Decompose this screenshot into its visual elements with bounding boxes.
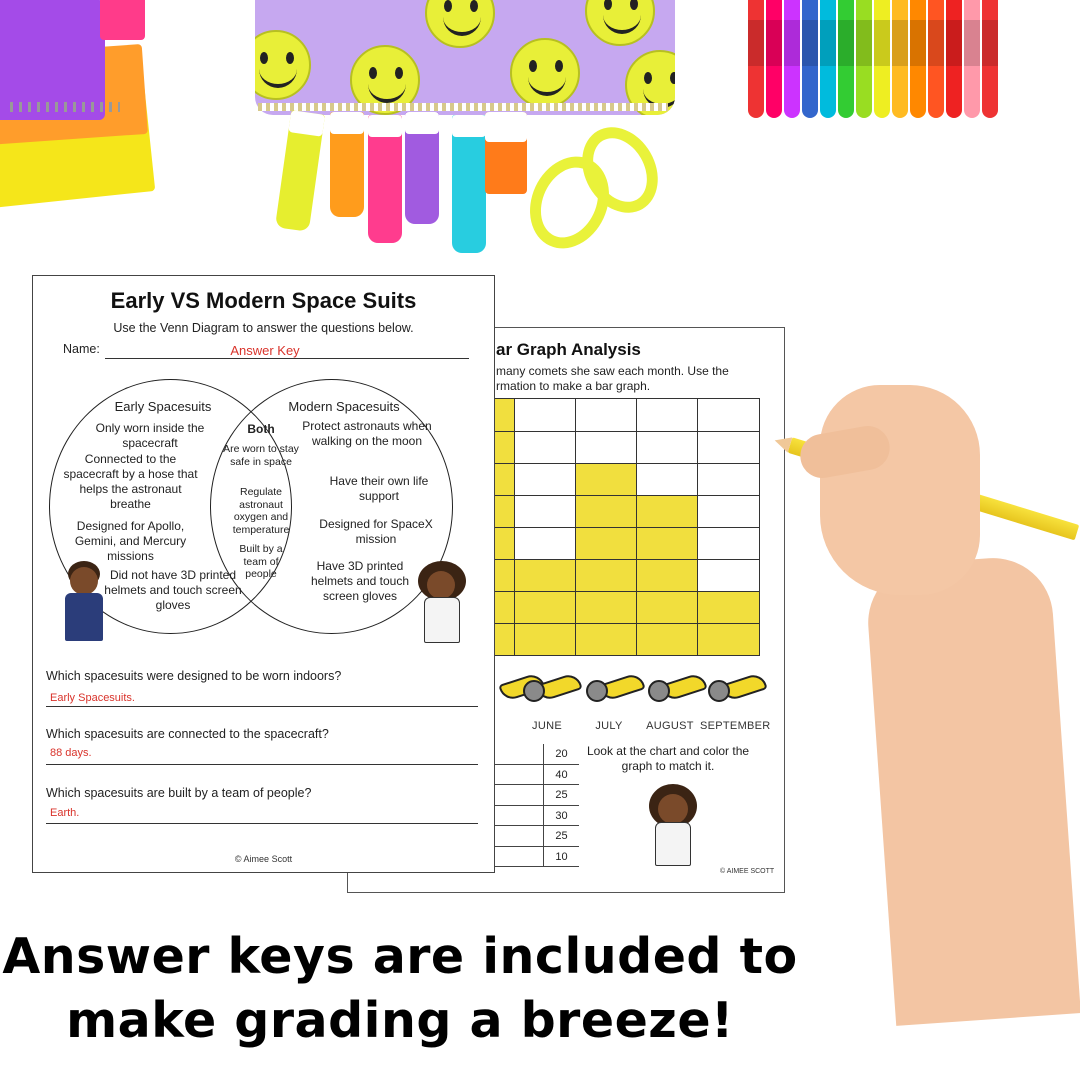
comet-count-table xyxy=(493,744,579,867)
table-cell: 30 xyxy=(543,806,579,826)
comet-icon xyxy=(708,676,768,704)
grid-line xyxy=(494,495,759,496)
answer-line xyxy=(46,823,478,824)
marker-orange xyxy=(330,112,364,217)
venn-worksheet xyxy=(32,275,495,873)
venn-left-item: Only worn inside the spacecraft xyxy=(95,421,205,450)
table-row xyxy=(493,847,579,868)
question-text: Which spacesuits are built by a team of people? xyxy=(46,786,312,800)
month-label: JUNE xyxy=(532,720,562,732)
answer-text: Early Spacesuits. xyxy=(50,692,135,704)
venn-left-heading: Early Spacesuits xyxy=(114,399,212,414)
venn-both-item: Built by a team of people xyxy=(239,543,283,580)
bar-graph-note: Look at the chart and color the graph to match it. xyxy=(586,744,750,773)
comet-icon xyxy=(586,676,646,704)
grid-line xyxy=(494,527,759,528)
bar-graph-instructions: many comets she saw each month. Use the rmation to make a bar graph. xyxy=(496,364,729,393)
grid-line xyxy=(494,559,759,560)
bar-graph-grid xyxy=(493,398,760,656)
caption-line-1: Answer keys are included to xyxy=(2,928,798,985)
table-row xyxy=(493,765,579,786)
table-row xyxy=(493,744,579,765)
worksheet-copyright: © Aimee Scott xyxy=(234,854,293,864)
comet-icon xyxy=(523,676,583,704)
grid-line xyxy=(494,463,759,464)
glue-stick xyxy=(485,112,527,194)
question-text: Which spacesuits were designed to be worn indoors? xyxy=(46,669,342,683)
table-cell: 25 xyxy=(543,826,579,846)
answer-line xyxy=(46,706,478,707)
month-label: SEPTEMBER xyxy=(700,720,771,732)
bar-graph-title: ar Graph Analysis xyxy=(496,340,641,359)
name-value: Answer Key xyxy=(230,343,300,358)
caption-line-2: make grading a breeze! xyxy=(66,992,734,1049)
venn-right-heading: Modern Spacesuits xyxy=(288,399,400,414)
venn-right-item: Have their own life support xyxy=(329,474,429,503)
astronaut-boy-illustration xyxy=(61,561,107,643)
venn-right-item: Protect astronauts when walking on the moon xyxy=(302,419,432,448)
pouch-zipper xyxy=(258,103,668,111)
venn-both-heading: Both xyxy=(247,422,275,436)
marker-purple xyxy=(405,112,439,224)
bar-graph-copyright: © AIMEE SCOTT xyxy=(720,868,775,875)
venn-left-item: Designed for Apollo, Gemini, and Mercury missions xyxy=(74,519,187,563)
venn-right-item: Designed for SpaceX mission xyxy=(319,517,433,546)
table-cell: 10 xyxy=(543,847,579,867)
marker-yellow xyxy=(275,110,325,232)
notebooks-stack xyxy=(0,0,170,200)
venn-both-item: Are worn to stay safe in space xyxy=(223,443,299,468)
marker-pink xyxy=(368,115,402,243)
promo-caption xyxy=(0,925,800,1053)
venn-right-item: Have 3D printed helmets and touch screen gloves xyxy=(310,559,410,603)
bar-fill xyxy=(514,559,575,655)
table-row xyxy=(493,806,579,827)
answer-text: Earth. xyxy=(50,807,80,819)
comet-icon xyxy=(648,676,708,704)
marker-teal xyxy=(452,115,486,253)
venn-left-item: Connected to the spacecraft by a hose that helps the astronaut breathe xyxy=(63,452,198,511)
grid-line xyxy=(494,591,759,592)
worksheet-title: Early VS Modern Space Suits xyxy=(110,288,417,313)
answer-text: 88 days. xyxy=(50,747,92,759)
table-row xyxy=(493,785,579,806)
venn-left-item: Did not have 3D printed helmets and touch screen gloves xyxy=(104,568,242,612)
venn-both-item: Regulate astronaut oxygen and temperature xyxy=(232,486,290,536)
month-label: JULY xyxy=(595,720,623,732)
answer-line xyxy=(46,764,478,765)
grid-line xyxy=(494,431,759,432)
table-cell: 20 xyxy=(543,744,579,764)
table-cell: 40 xyxy=(543,765,579,785)
arm xyxy=(864,554,1080,1026)
astronaut-girl-illustration xyxy=(643,784,703,869)
grid-line xyxy=(494,623,759,624)
pencil-pouch xyxy=(255,0,675,115)
name-line xyxy=(105,358,469,359)
hand xyxy=(820,385,980,595)
month-label: AUGUST xyxy=(646,720,694,732)
table-cell: 25 xyxy=(543,785,579,805)
name-label: Name: xyxy=(63,342,100,356)
crayon-box xyxy=(742,0,1032,130)
astronaut-girl-illustration xyxy=(416,561,468,645)
table-row xyxy=(493,826,579,847)
worksheet-instructions: Use the Venn Diagram to answer the questions below. xyxy=(113,321,414,335)
question-text: Which spacesuits are connected to the spacecraft? xyxy=(46,727,329,741)
bar-fill xyxy=(636,495,697,655)
